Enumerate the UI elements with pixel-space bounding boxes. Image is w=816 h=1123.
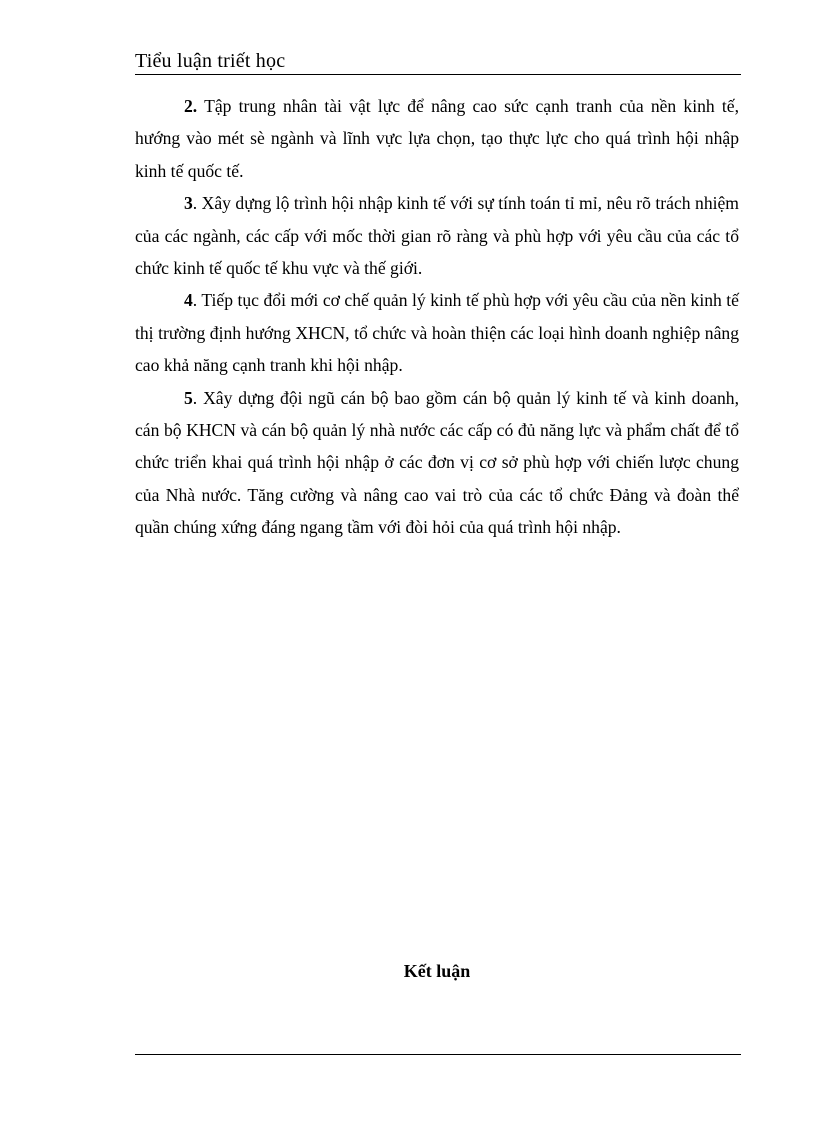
document-body [135,90,739,544]
paragraph-number: 3 [184,193,193,214]
header-title: Tiểu luận triết học [135,50,286,72]
paragraph-text: . Xây dựng đội ngũ cán bộ bao gồm cán bộ quản lý kinh tế và kinh doanh, cán bộ KHCN và cán bộ quản lý nhà nước các cấp có đủ năng lực và phẩm chất để tổ chức triển khai quá trình hội nhập ở các đơn vị cơ sở phù hợp với chiến lược chung của Nhà nước. Tăng cường và nâng cao vai trò của các tổ chức Đảng và đoàn thể quần chúng xứng đáng ngang tầm với đòi hỏi của quá trình hội nhập. [135,387,739,538]
paragraph-number: 2. [184,96,198,116]
paragraph-item-4 [135,284,739,381]
paragraph-text: . Xây dựng lộ trình hội nhập kinh tế với sự tính toán tỉ mỉ, nêu rõ trách nhiệm của các ngành, các cấp với mốc thời gian rõ ràng và phù hợp với yêu cầu của các tổ chức kinh tế quốc tế khu vực và thế giới. [135,193,739,279]
paragraph-number: 4 [184,290,193,311]
paragraph-text: . Tiếp tục đổi mới cơ chế quản lý kinh tế phù hợp với yêu cầu của nền kinh tế thị trường định hướng XHCN, tổ chức và hoàn thiện các loại hình doanh nghiệp nâng cao khả năng cạnh tranh khi hội nhập. [135,290,739,376]
paragraph-item-5 [135,382,739,544]
paragraph-item-3 [135,187,739,284]
page-header [135,48,741,75]
conclusion-heading: Kết luận [403,961,471,981]
footer-divider [135,1054,741,1055]
paragraph-number: 5 [184,387,193,408]
paragraph-text: Tập trung nhân tài vật lực để nâng cao sức cạnh tranh của nền kinh tế, hướng vào mét sè ngành và lĩnh vực lựa chọn, tạo thực lực cho quá trình hội nhập kinh tế quốc tế. [135,96,739,181]
paragraph-item-2 [135,90,739,187]
